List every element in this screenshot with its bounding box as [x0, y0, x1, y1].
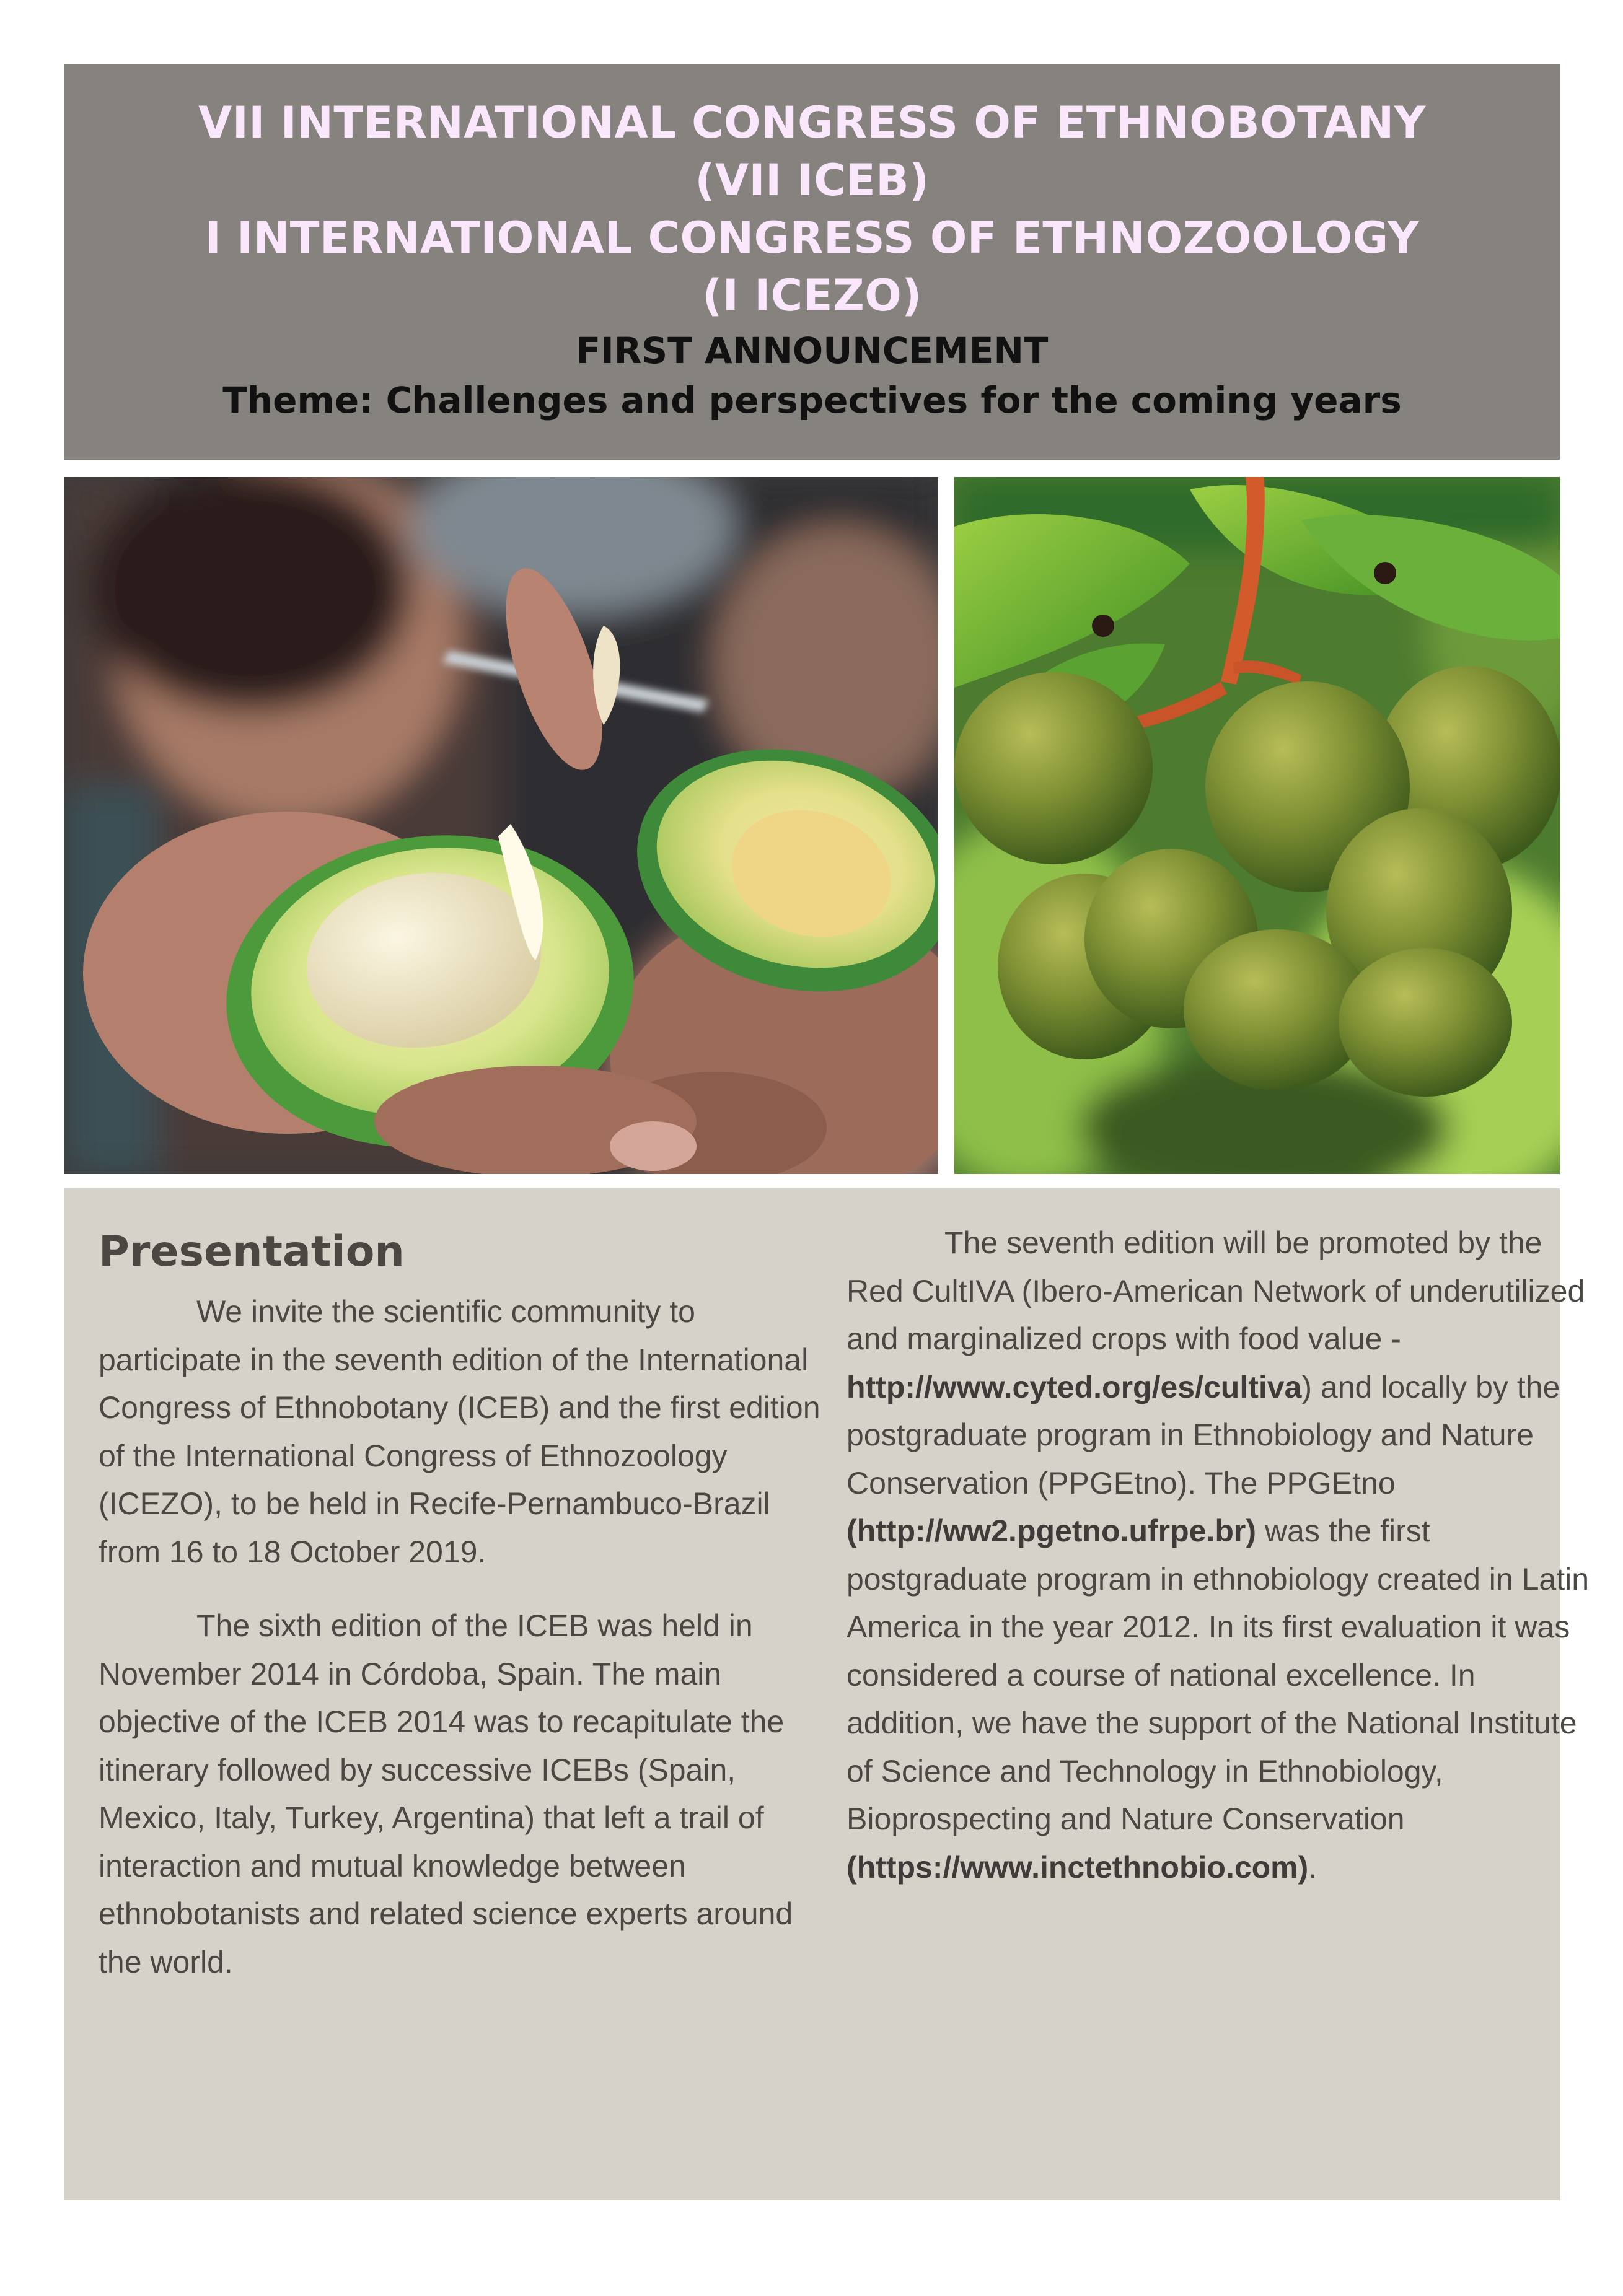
presentation-left-column — [99, 1222, 836, 1986]
ppgetno-link[interactable]: (http://ww2.pgetno.ufrpe.br) — [847, 1514, 1257, 1548]
congress-title-line-2: (VII ICEB) — [695, 155, 930, 206]
presentation-paragraph-2: The sixth edition of the ICEB was held in November 2014 in Córdoba, Spain. The main objective of the ICEB 2014 was to recapitulate the itinerary followed by successive ICEBs (Spain, Mexico, Italy, Turkey, Argentina) that left a trail of interaction and mutual knowledge between ethnobotanists and related science experts around the world. — [99, 1608, 793, 1979]
paragraph-3-text-1: The seventh edition will be promoted by the Red CultIVA (Ibero-American Network of underutilized and marginalized crops with food value - — [847, 1225, 1585, 1356]
presentation-right-column — [847, 1219, 1590, 1891]
paragraph-3-text-3: was the first postgraduate program in ethnobiology created in Latin America in the year 2012. In its first evaluation it was considered a course of national excellence. In addition, we have the support of the National Institute of Science and Technology in Ethnobiology, Bioprospecting and Nature Conservation — [847, 1514, 1590, 1836]
photo-cut-fruit — [64, 477, 938, 1174]
congress-title-line-3: I INTERNATIONAL CONGRESS OF ETHNOZOOLOGY — [205, 213, 1420, 263]
paragraph-3-text-2: ) and locally by the postgraduate program in Ethnobiology and Nature Conservation (PPGEtno). The PPGEtno — [847, 1369, 1560, 1501]
presentation-heading: Presentation — [99, 1227, 405, 1276]
theme-line: Theme: Challenges and perspectives for the coming years — [222, 379, 1402, 421]
inctethnobio-link[interactable]: (https://www.inctethnobio.com) — [847, 1849, 1309, 1885]
photo-fruit-cluster — [954, 477, 1560, 1174]
announcement-label: FIRST ANNOUNCEMENT — [576, 330, 1049, 372]
cultiva-link[interactable]: http://www.cyted.org/es/cultiva — [847, 1369, 1302, 1404]
presentation-paragraph-1: We invite the scientific community to participate in the seventh edition of the International Congress of Ethnobotany (ICEB) and the first edition of the International Congress of Ethnozoology (ICEZO), to be held in Recife-Pernambuco-Brazil from 16 to 18 October 2019. — [99, 1294, 820, 1569]
presentation-paragraph-3 — [847, 1219, 1590, 1891]
congress-title-line-1: VII INTERNATIONAL CONGRESS OF ETHNOBOTANY — [198, 97, 1426, 148]
paragraph-3-text-4: . — [1308, 1849, 1317, 1885]
header-banner — [64, 64, 1560, 460]
presentation-section — [64, 1188, 1590, 2200]
congress-title-line-4: (I ICEZO) — [702, 270, 922, 321]
